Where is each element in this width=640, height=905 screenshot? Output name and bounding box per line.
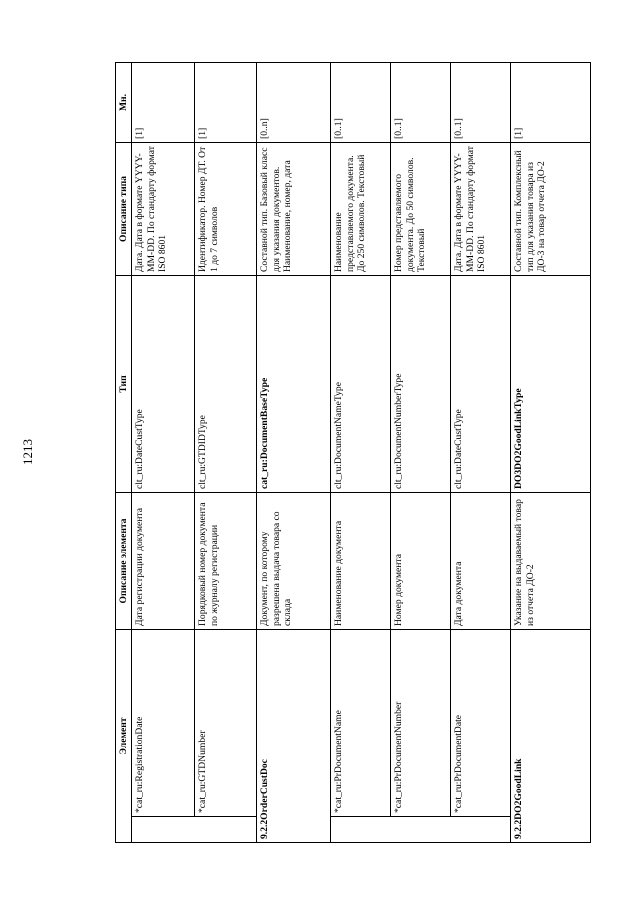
required-marker: * [453,808,464,813]
type-name: clt_ru:DocumentNameType [331,276,391,493]
type-name: cat_ru:DocumentBaseType [257,276,331,493]
multiplicity: [1] [195,63,257,143]
table-row [331,63,391,843]
type-name: clt_ru:GTDIDType [195,276,257,493]
type-description: Номер представляемого документа. До 50 символов. Текстовый [391,143,451,276]
element-name: cat_ru:PrDocumentName [333,710,344,809]
required-marker: * [333,808,344,813]
section-number: 9.2.2 [259,819,270,839]
multiplicity: [0..1] [451,63,511,143]
multiplicity: [0..1] [331,63,391,143]
required-marker: * [134,808,145,813]
type-description: Составной тип. Комплексный тип для указания товара из ДО-3 на товар отчета ДО-2 [511,143,591,276]
type-description: Составной тип. Базовый класс для указания документов. Наименование, номер, дата [257,143,331,276]
multiplicity: [1] [132,63,195,143]
element-name: cat_ru:RegistrationDate [134,716,145,809]
element-name: DO2GoodLink [513,758,524,820]
type-description: Дата. Дата в формате YYYY-MM-DD. По стандарту формат ISO 8601 [451,143,511,276]
header-type-desc: Описание типа [116,143,132,276]
element-name: OrderCustDoc [259,759,270,820]
element-name: cat_ru:PrDocumentDate [453,714,464,809]
table-row [451,63,511,843]
type-name: clt_ru:DocumentNumberType [391,276,451,493]
multiplicity: [1] [511,63,591,143]
multiplicity: [0..1] [391,63,451,143]
element-description: Порядковый номер документа по журналу регистрации [195,493,257,630]
header-row [116,63,132,843]
header-element-desc: Описание элемента [116,493,132,630]
type-name: clt_ru:DateCustType [132,276,195,493]
table-row [511,63,591,843]
header-mult: Мн. [116,63,132,143]
type-description: Идентификатор. Номер ДТ. От 1 до 7 символов [195,143,257,276]
element-description: Дата документа [451,493,511,630]
element-description: Дата регистрации документа [132,493,195,630]
required-marker: * [393,808,404,813]
type-description: Наименование представляемого документа. До 250 символов. Текстовый [331,143,391,276]
type-name: clt_ru:DateCustType [451,276,511,493]
type-description: Дата. Дата в формате YYYY-MM-DD. По стандарту формат ISO 8601 [132,143,195,276]
table-row [257,63,331,843]
type-name: DO3DO2GoodLinkType [511,276,591,493]
element-name: cat_ru:PrDocumentNumber [393,701,404,809]
multiplicity: [0..n] [257,63,331,143]
header-element: Элемент [116,630,132,843]
element-description: Номер документа [391,493,451,630]
rotated-table-wrapper [115,63,548,843]
elements-table [115,62,591,843]
header-type: Тип [116,276,132,493]
table-row [391,63,451,843]
table-row [132,63,195,843]
element-name: cat_ru:GTDNumber [197,730,208,809]
element-description: Наименование документа [331,493,391,630]
element-description: Документ, по которому разрешена выдача товара со склада [257,493,331,630]
page-number: 1213 [20,439,35,465]
table-row [195,63,257,843]
element-description: Указание на выдаваемый товар из отчета ДО-2 [511,493,591,630]
section-number: 9.2.2 [513,819,524,839]
required-marker: * [197,808,208,813]
